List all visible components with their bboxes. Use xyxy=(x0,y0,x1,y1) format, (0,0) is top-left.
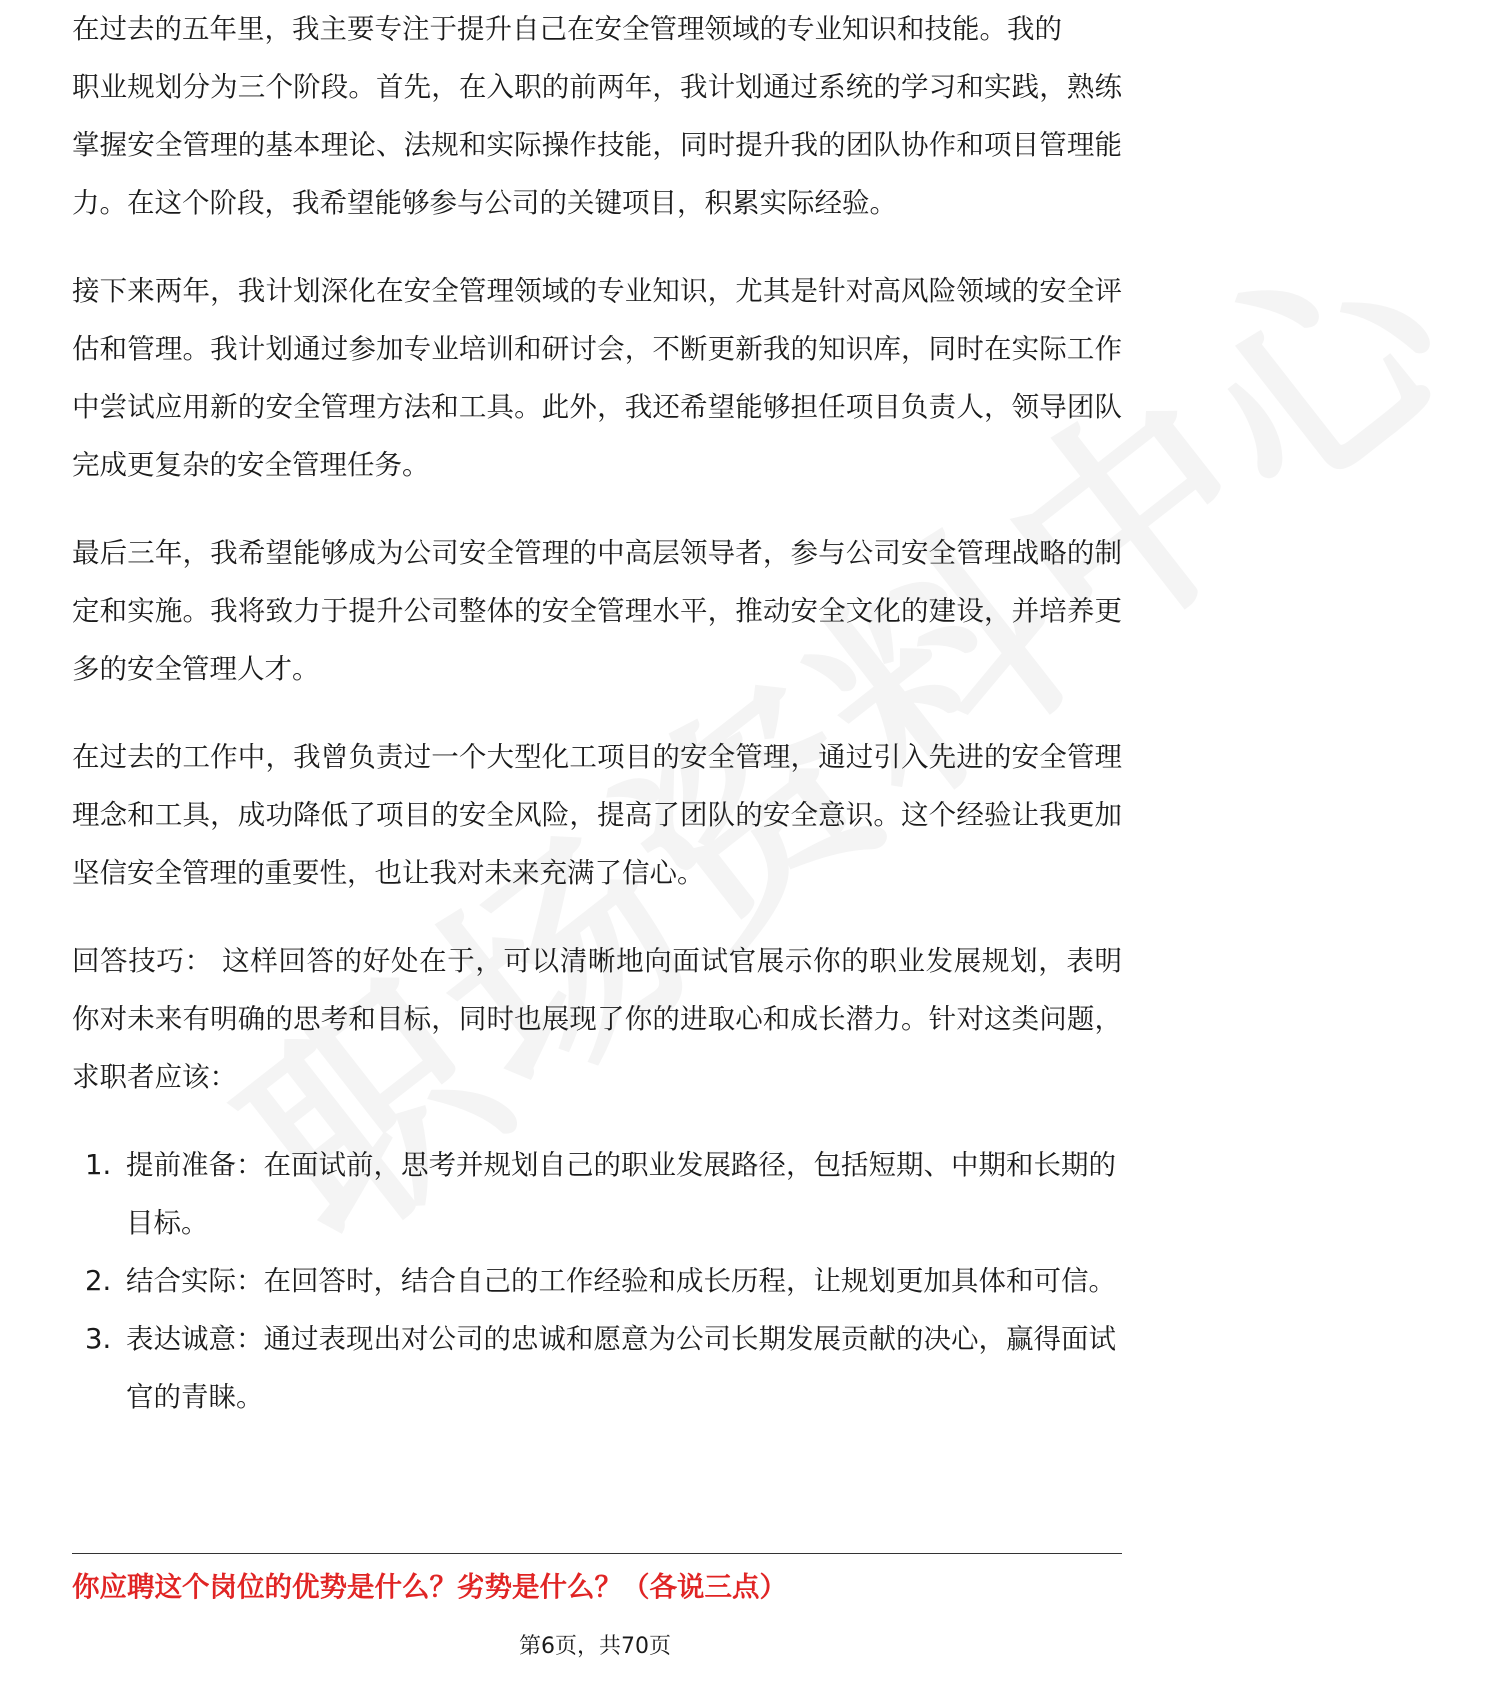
paragraph-phase-two: 接下来两年，我计划深化在安全管理领域的专业知识，尤其是针对高风险领域的安全评估和管理。我计划通过参加专业培训和研讨会，不断更新我的知识库，同时在实际工作中尝试应用新的安全管理方法和工具。此外，我还希望能够担任项目负责人，领导团队完成更复杂的安全管理任务。 xyxy=(72,275,1122,481)
section-divider xyxy=(72,1553,1122,1554)
clipped-line-text: 在过去的五年里，我主要专注于提升自己在安全管理领域的专业知识和技能。我的 xyxy=(72,13,1062,45)
next-question-heading: 你应聘这个岗位的优势是什么？劣势是什么？（各说三点） xyxy=(72,1571,787,1603)
list-item-text: 表达诚意：通过表现出对公司的忠诚和愿意为公司长期发展贡献的决心，赢得面试官的青睐。 xyxy=(126,1323,1116,1413)
page-number-footer: 第6页，共70页 xyxy=(519,1634,671,1659)
list-item-text: 提前准备：在面试前，思考并规划自己的职业发展路径，包括短期、中期和长期的目标。 xyxy=(126,1149,1116,1239)
tips-list xyxy=(72,1136,1122,1426)
list-item-number: 3. xyxy=(85,1323,112,1355)
list-item-number: 2. xyxy=(85,1265,112,1297)
list-item xyxy=(72,1310,1122,1426)
list-item xyxy=(72,1252,1122,1310)
paragraph-experience: 在过去的工作中，我曾负责过一个大型化工项目的安全管理，通过引入先进的安全管理理念和工具，成功降低了项目的安全风险，提高了团队的安全意识。这个经验让我更加坚信安全管理的重要性，也让我对未来充满了信心。 xyxy=(72,741,1122,889)
clipped-text-line xyxy=(72,13,1122,58)
paragraph-phase-three: 最后三年，我希望能够成为公司安全管理的中高层领导者，参与公司安全管理战略的制定和实施。我将致力于提升公司整体的安全管理水平，推动安全文化的建设，并培养更多的安全管理人才。 xyxy=(72,537,1122,685)
paragraph-answer-tips: 回答技巧： 这样回答的好处在于，可以清晰地向面试官展示你的职业发展规划，表明你对未来有明确的思考和目标，同时也展现了你的进取心和成长潜力。针对这类问题，求职者应该： xyxy=(72,945,1122,1093)
list-item-number: 1. xyxy=(85,1149,112,1181)
paragraph-phase-one: 职业规划分为三个阶段。首先，在入职的前两年，我计划通过系统的学习和实践，熟练掌握安全管理的基本理论、法规和实际操作技能，同时提升我的团队协作和项目管理能力。在这个阶段，我希望能够参与公司的关键项目，积累实际经验。 xyxy=(72,71,1122,219)
answer-content xyxy=(72,13,1122,1426)
list-item xyxy=(72,1136,1122,1252)
list-item-text: 结合实际：在回答时，结合自己的工作经验和成长历程，让规划更加具体和可信。 xyxy=(126,1265,1116,1297)
